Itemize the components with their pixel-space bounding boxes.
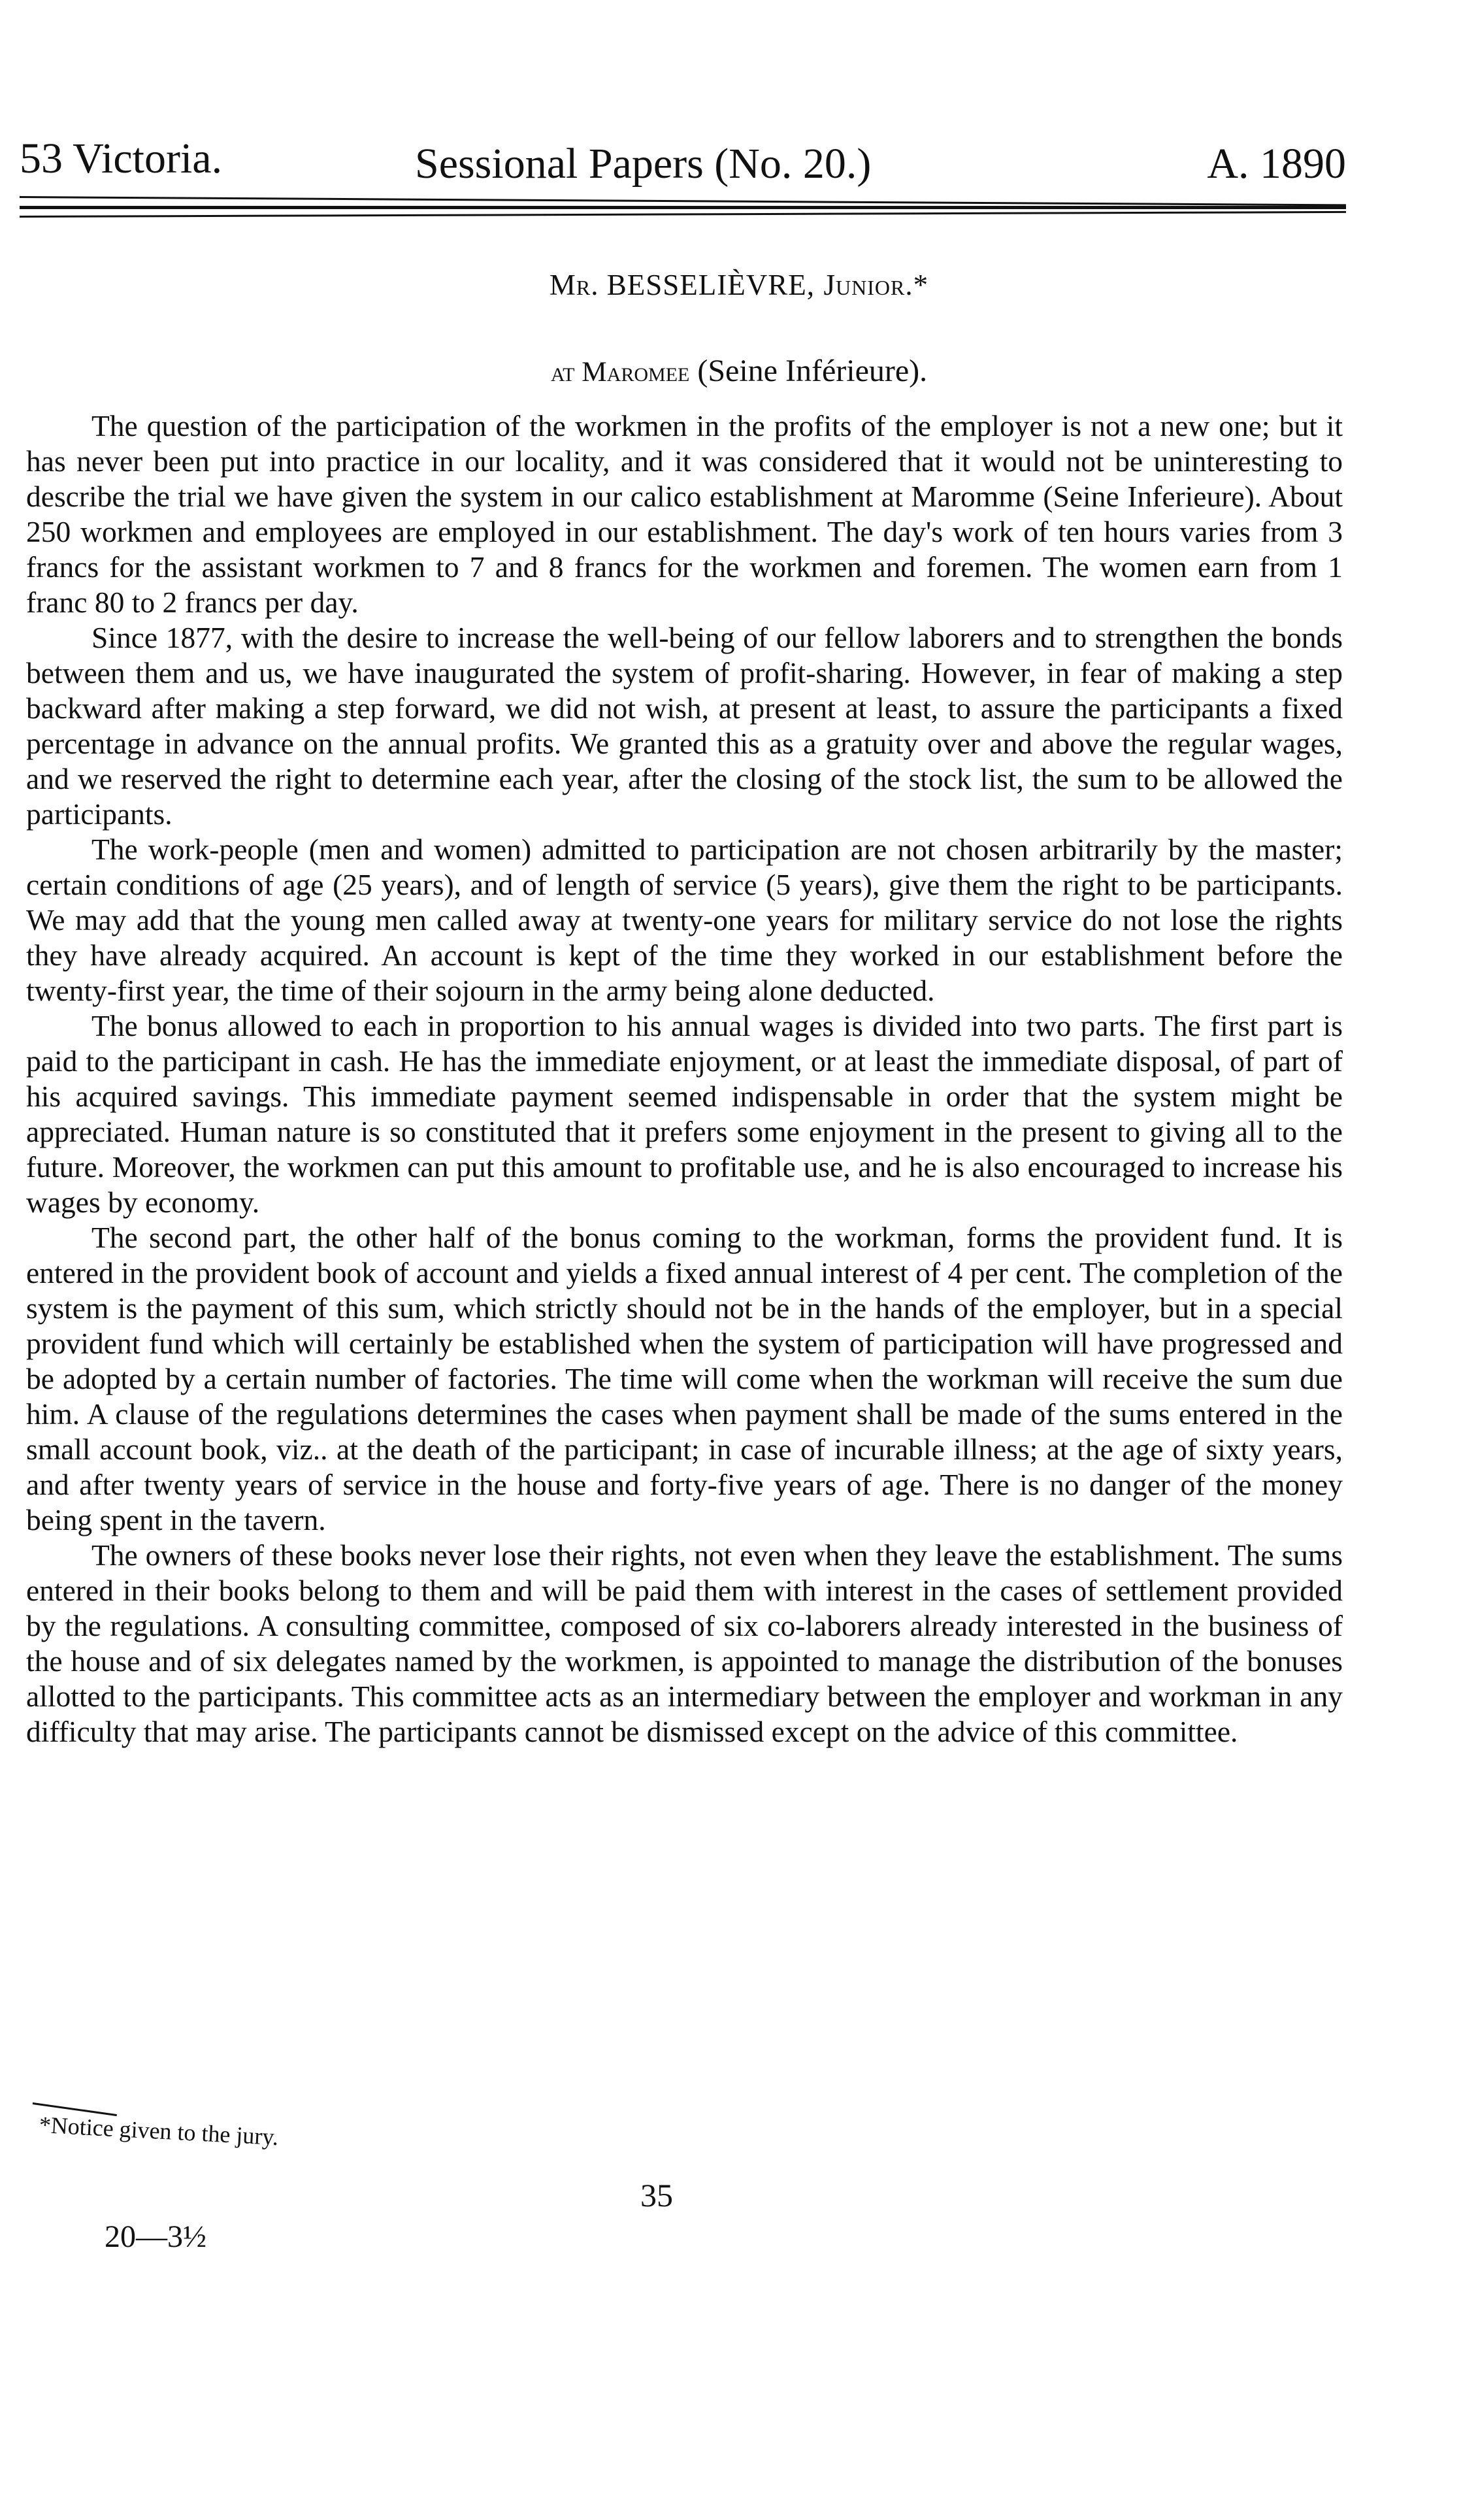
- author-heading: [0, 265, 1478, 303]
- running-header: [20, 131, 1346, 196]
- location-prefix: at Maromee: [550, 357, 690, 388]
- header-rule-top: [20, 196, 1346, 206]
- paragraph-3: The work-people (men and women) admitted to participation are not chosen arbitrarily by the master; certain conditions of age (25 years), and of length of service (5 years), give them the right to be participants. We may add that the young men called away at twenty-one years for military service do not lose the rights they have already acquired. An account is kept of the time they worked in our establishment before the twenty-first year, the time of their sojourn in the army being alone deducted.: [26, 833, 1343, 1007]
- location-subtitle: [0, 353, 1478, 389]
- paragraph-6: The owners of these books never lose their rights, not even when they leave the establishment. The sums entered in their books belong to them and will be paid them with interest in the cases of settlement provided by the regulations. A consulting committee, composed of six co-laborers already interested in the business of the house and of six delegates named by the workmen, is appointed to manage the distribution of the bonuses allotted to the participants. This committee acts as an intermediary between the employer and workman in any difficulty that may arise. The participants cannot be dismissed except on the advice of this committee.: [26, 1538, 1343, 1748]
- header-rule-bottom: [20, 211, 1346, 218]
- location-region: (Seine Inférieure).: [697, 354, 928, 388]
- page-number: 35: [640, 2177, 673, 2213]
- paragraph-4: The bonus allowed to each in proportion to his annual wages is divided into two parts. The first part is paid to the participant in cash. He has the immediate enjoyment, or at least the immediate disposal, of part of his acquired savings. This immediate payment seemed indispensable in order that the system might be appreciated. Human nature is so constituted that it prefers some enjoyment in the present to giving all to the future. Moreover, the workmen can put this amount to profitable use, and he is also encouraged to increase his wages by economy.: [26, 1009, 1343, 1219]
- author-suffix: Junior.*: [823, 269, 929, 301]
- paragraph-1: The question of the participation of the workmen in the profits of the employer is not a new one; but it has never been put into practice in our locality, and it was considered that it would not be uninteresting to describe the trial we have given the system in our calico establishment at Maromme (Seine Inferieure). About 250 workmen and employees are employed in our establishment. The day's work of ten hours varies from 3 francs for the assistant workmen to 7 and 8 francs for the workmen and foremen. The women earn from 1 franc 80 to 2 francs per day.: [26, 409, 1343, 619]
- header-title: Sessional Papers (No. 20.): [415, 140, 872, 188]
- header-rule-middle: [20, 206, 1346, 209]
- body-text: [26, 408, 1343, 1749]
- footnote: *Notice given to the jury.: [38, 2112, 280, 2151]
- header-volume: 53 Victoria.: [20, 135, 223, 182]
- paragraph-5: The second part, the other half of the bonus coming to the workman, forms the provident fund. It is entered in the provident book of account and yields a fixed annual interest of 4 per cent. The completion of the system is the payment of this sum, which strictly should not be in the hands of the employer, but in a special provident fund which will certainly be established when the system of participation will have progressed and be adopted by a certain number of factories. The time will come when the workman will receive the sum due him. A clause of the regulations determines the cases when payment shall be made of the sums entered in the small account book, viz.. at the death of the participant; in case of incurable illness; at the age of sixty years, and after twenty years of service in the house and forty-five years of age. There is no danger of the money being spent in the tavern.: [26, 1221, 1343, 1536]
- header-year: A. 1890: [1207, 140, 1346, 188]
- printer-signature: 20—3½: [105, 2219, 206, 2254]
- author-name: Mr. BESSELIÈVRE,: [549, 269, 815, 301]
- paragraph-2: Since 1877, with the desire to increase the well-being of our fellow laborers and to strengthen the bonds between them and us, we have inaugurated the system of profit-sharing. However, in fear of making a step backward after making a step forward, we did not wish, at present at least, to assure the participants a fixed percentage in advance on the annual profits. We granted this as a gratuity over and above the regular wages, and we reserved the right to determine each year, after the closing of the stock list, the sum to be allowed the participants.: [26, 621, 1343, 831]
